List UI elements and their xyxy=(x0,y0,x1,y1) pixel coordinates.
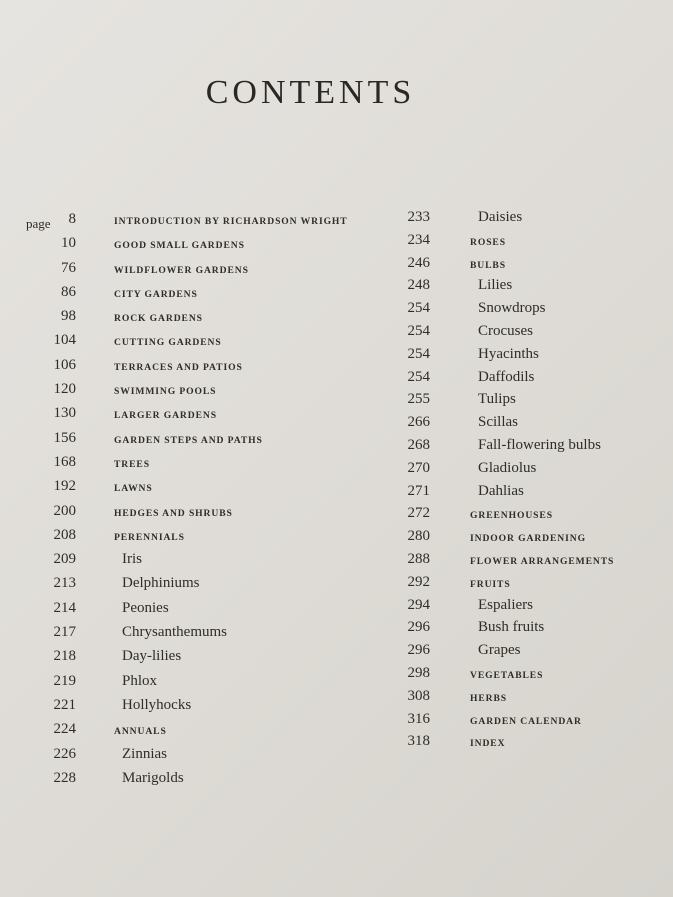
toc-entry xyxy=(392,687,662,710)
toc-section-title: CITY GARDENS xyxy=(114,288,198,300)
toc-subsection-title: Espaliers xyxy=(478,596,533,613)
toc-entry xyxy=(18,720,378,744)
toc-entry xyxy=(18,331,378,355)
toc-subsection-title: Marigolds xyxy=(122,769,184,786)
toc-page-number: 268 xyxy=(407,436,430,453)
toc-entry xyxy=(18,574,378,598)
toc-entry xyxy=(18,356,378,380)
toc-page-number: 296 xyxy=(407,619,430,636)
toc-subsection-title: Peonies xyxy=(122,599,169,616)
toc-entry xyxy=(392,641,662,664)
contents-column-left xyxy=(18,210,378,793)
toc-subsection-title: Bush fruits xyxy=(478,619,545,636)
toc-page-number: 254 xyxy=(407,300,430,317)
toc-entry xyxy=(392,664,662,687)
toc-page-number: 271 xyxy=(407,482,430,499)
toc-page-number: 234 xyxy=(407,231,430,248)
toc-entry xyxy=(18,623,378,647)
toc-entry xyxy=(18,745,378,769)
toc-entry xyxy=(18,453,378,477)
toc-page-number: 318 xyxy=(407,733,430,750)
toc-page-number: 208 xyxy=(53,526,76,543)
toc-section-title: CUTTING GARDENS xyxy=(114,337,222,349)
toc-entry xyxy=(18,526,378,550)
contents-column-right xyxy=(392,208,662,755)
toc-subsection-title: Scillas xyxy=(478,414,518,431)
toc-page-number: 104 xyxy=(53,332,76,349)
toc-page-number: 98 xyxy=(61,308,76,325)
toc-page-number: 168 xyxy=(53,453,76,470)
toc-section-title: GARDEN STEPS AND PATHS xyxy=(114,434,263,446)
toc-section-title: VEGETABLES xyxy=(470,669,544,681)
toc-entry xyxy=(392,368,662,391)
toc-section-title: HERBS xyxy=(470,692,508,704)
toc-entry xyxy=(18,696,378,720)
toc-section-title: BULBS xyxy=(470,259,506,271)
toc-section-title: PERENNIALS xyxy=(114,531,185,543)
toc-page-number: 255 xyxy=(407,391,430,408)
toc-page-number: 272 xyxy=(407,505,430,522)
toc-entry xyxy=(18,672,378,696)
toc-section-title: WILDFLOWER GARDENS xyxy=(114,264,249,276)
toc-entry xyxy=(18,429,378,453)
toc-entry xyxy=(392,322,662,345)
toc-subsection-title: Lilies xyxy=(478,277,513,294)
toc-entry xyxy=(392,276,662,299)
toc-entry xyxy=(392,299,662,322)
toc-entry xyxy=(18,307,378,331)
toc-entry xyxy=(18,380,378,404)
toc-subsection-title: Tulips xyxy=(478,391,516,408)
toc-page-number: 248 xyxy=(407,277,430,294)
toc-section-title: TREES xyxy=(114,458,150,470)
toc-page-number: 192 xyxy=(53,478,76,495)
toc-page-number: 296 xyxy=(407,642,430,659)
toc-entry xyxy=(392,596,662,619)
toc-page-number: 10 xyxy=(61,235,76,252)
toc-page-number: 270 xyxy=(407,459,430,476)
toc-page-number: 228 xyxy=(53,769,76,786)
page-title: CONTENTS xyxy=(205,74,416,111)
toc-page-number: 316 xyxy=(407,710,430,727)
toc-subsection-title: Chrysanthemums xyxy=(122,624,227,641)
toc-page-number: 209 xyxy=(53,551,76,568)
toc-entry xyxy=(392,436,662,459)
toc-page-number: 156 xyxy=(53,429,76,446)
toc-subsection-title: Zinnias xyxy=(122,745,167,762)
toc-section-title: GREENHOUSES xyxy=(470,510,553,522)
toc-page-number: 217 xyxy=(53,624,76,641)
toc-section-title: FLOWER ARRANGEMENTS xyxy=(470,555,615,567)
toc-entry xyxy=(18,769,378,793)
toc-page-number: 254 xyxy=(407,322,430,339)
toc-entry xyxy=(392,208,662,231)
toc-page-number: 219 xyxy=(53,672,76,689)
toc-page-number: 218 xyxy=(53,648,76,665)
toc-section-title: ANNUALS xyxy=(114,726,167,738)
toc-entry xyxy=(392,413,662,436)
toc-section-title: INDOOR GARDENING xyxy=(470,533,586,545)
toc-page-number: 76 xyxy=(61,259,76,276)
toc-page-number: 280 xyxy=(407,528,430,545)
toc-section-title: GOOD SMALL GARDENS xyxy=(114,240,245,252)
toc-section-title: SWIMMING POOLS xyxy=(114,386,217,398)
toc-entry xyxy=(392,482,662,505)
toc-page-number: 106 xyxy=(53,356,76,373)
toc-section-title: LARGER GARDENS xyxy=(114,410,217,422)
toc-page-number: 292 xyxy=(407,573,430,590)
toc-page-number: 8 xyxy=(68,211,76,227)
toc-page-number: 298 xyxy=(407,664,430,681)
toc-page-number: 254 xyxy=(407,368,430,385)
toc-entry xyxy=(392,390,662,413)
toc-entry xyxy=(18,259,378,283)
toc-entry xyxy=(392,459,662,482)
toc-section-title: HEDGES AND SHRUBS xyxy=(114,507,233,519)
toc-page-number: 120 xyxy=(53,381,76,398)
toc-entry xyxy=(18,599,378,623)
toc-entry xyxy=(392,254,662,277)
toc-subsection-title: Iris xyxy=(122,551,142,568)
toc-section-title: INTRODUCTION BY RICHARDSON WRIGHT xyxy=(114,216,348,227)
toc-entry xyxy=(18,234,378,258)
toc-subsection-title: Hyacinths xyxy=(478,345,539,362)
toc-page-number: 86 xyxy=(61,283,76,300)
toc-page-number: 226 xyxy=(53,745,76,762)
toc-subsection-title: Delphiniums xyxy=(122,575,200,592)
toc-subsection-title: Snowdrops xyxy=(478,300,546,317)
toc-entry xyxy=(18,210,378,234)
toc-subsection-title: Day-lilies xyxy=(122,648,182,665)
toc-entry xyxy=(392,527,662,550)
toc-page-number: 233 xyxy=(407,209,430,225)
toc-section-title: TERRACES AND PATIOS xyxy=(114,361,243,373)
toc-entry xyxy=(18,404,378,428)
toc-subsection-title: Daisies xyxy=(478,209,523,225)
toc-entry xyxy=(392,573,662,596)
toc-subsection-title: Hollyhocks xyxy=(122,696,192,713)
toc-subsection-title: Grapes xyxy=(478,642,521,659)
toc-page-number: 130 xyxy=(53,405,76,422)
toc-section-title: ROCK GARDENS xyxy=(114,313,203,325)
toc-page-number: 288 xyxy=(407,550,430,567)
toc-subsection-title: Daffodils xyxy=(478,368,535,385)
toc-page-number: 254 xyxy=(407,345,430,362)
toc-entry xyxy=(392,504,662,527)
toc-entry xyxy=(18,647,378,671)
toc-entry xyxy=(392,231,662,254)
toc-page-number: 294 xyxy=(407,596,430,613)
toc-section-title: GARDEN CALENDAR xyxy=(470,715,582,727)
toc-entry xyxy=(392,550,662,573)
toc-page-number: 246 xyxy=(407,254,430,271)
toc-subsection-title: Dahlias xyxy=(478,482,524,499)
toc-entry xyxy=(18,502,378,526)
toc-page-number: 221 xyxy=(53,696,76,713)
toc-entry xyxy=(18,550,378,574)
toc-page-number: 224 xyxy=(53,721,76,738)
toc-entry xyxy=(392,345,662,368)
toc-section-title: FRUITS xyxy=(470,578,511,590)
toc-entry xyxy=(392,710,662,733)
toc-section-title: ROSES xyxy=(470,236,506,248)
toc-section-title: INDEX xyxy=(470,738,506,750)
toc-entry xyxy=(392,732,662,755)
toc-entry xyxy=(392,618,662,641)
toc-subsection-title: Fall-flowering bulbs xyxy=(478,436,601,453)
toc-page-number: 214 xyxy=(53,599,76,616)
toc-page-number: 266 xyxy=(407,414,430,431)
page-prefix: page xyxy=(26,216,51,231)
toc-entry xyxy=(18,283,378,307)
toc-subsection-title: Phlox xyxy=(122,672,158,689)
toc-entry xyxy=(18,477,378,501)
toc-page-number: 308 xyxy=(407,687,430,704)
toc-subsection-title: Gladiolus xyxy=(478,459,537,476)
toc-subsection-title: Crocuses xyxy=(478,322,533,339)
toc-page-number: 200 xyxy=(53,502,76,519)
toc-section-title: LAWNS xyxy=(114,483,153,495)
toc-page-number: 213 xyxy=(53,575,76,592)
